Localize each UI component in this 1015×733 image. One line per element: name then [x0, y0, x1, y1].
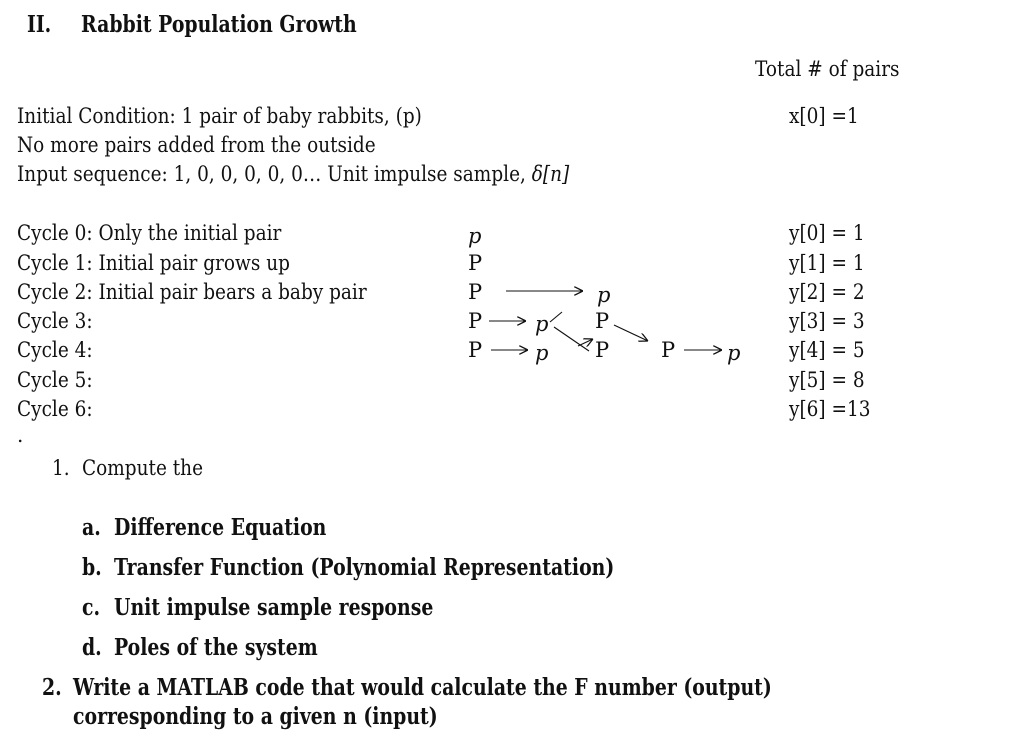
cycle-total: y[0] = 1 [789, 221, 865, 245]
arrow-diagonal [614, 325, 648, 341]
section-title: Rabbit Population Growth [81, 11, 357, 38]
delta-symbol: δ[n] [531, 162, 570, 186]
subquestion-letter: c. [82, 594, 101, 621]
arrow-diagonal [554, 327, 589, 351]
baby-pair: p [597, 283, 611, 307]
subquestion-text: Unit impulse sample response [114, 594, 434, 621]
cycle-total: y[2] = 2 [789, 280, 865, 304]
subquestion-letter: b. [82, 554, 102, 581]
cycle-label: Cycle 5: [17, 368, 93, 392]
adult-pair: P [468, 309, 483, 333]
question-1-text: Compute the [82, 456, 204, 480]
cycle-total: y[6] =13 [789, 397, 871, 421]
question-2-line-1: Write a MATLAB code that would calculate the F number (output) [73, 674, 772, 701]
baby-pair: p [727, 341, 741, 365]
cycle-total: y[1] = 1 [789, 251, 865, 275]
question-2-line-2: corresponding to a given n (input) [73, 703, 438, 730]
cycle-label: Cycle 2: Initial pair bears a baby pair [17, 280, 367, 304]
cycle-label: Cycle 6: [17, 397, 93, 421]
adult-pair: P [661, 338, 676, 362]
question-1-number: 1. [52, 456, 70, 480]
cycle-total: y[4] = 5 [789, 338, 865, 362]
subquestion-letter: d. [82, 634, 102, 661]
cycle-label: Cycle 4: [17, 338, 93, 362]
cycle-total: y[3] = 3 [789, 309, 865, 333]
cycle-total: y[5] = 8 [789, 368, 865, 392]
adult-pair: P [595, 309, 610, 333]
adult-pair: P [468, 251, 483, 275]
input-sequence-text: Input sequence: 1, 0, 0, 0, 0, 0… Unit impulse sample, [17, 162, 532, 186]
initial-condition: Initial Condition: 1 pair of baby rabbits, (p) [17, 104, 422, 128]
subquestion-text: Difference Equation [114, 514, 327, 541]
subquestion-letter: a. [82, 514, 101, 541]
baby-pair: p [468, 224, 482, 248]
subquestion-text: Poles of the system [114, 634, 318, 661]
no-more-pairs: No more pairs added from the outside [17, 133, 376, 157]
question-2-number: 2. [42, 674, 62, 701]
arrow-diagonal [550, 312, 562, 322]
arrow-diagonal [578, 339, 593, 346]
stray-dot: . [17, 423, 24, 447]
adult-pair: P [595, 338, 610, 362]
baby-pair: p [535, 312, 549, 336]
x0-value: x[0] =1 [789, 104, 859, 128]
total-pairs-header: Total # of pairs [755, 57, 900, 81]
section-number: II. [27, 11, 52, 38]
cycle-label: Cycle 0: Only the initial pair [17, 221, 282, 245]
adult-pair: P [468, 280, 483, 304]
baby-pair: p [535, 341, 549, 365]
cycle-label: Cycle 1: Initial pair grows up [17, 251, 290, 275]
cycle-label: Cycle 3: [17, 309, 93, 333]
adult-pair: P [468, 338, 483, 362]
subquestion-text: Transfer Function (Polynomial Representation) [114, 554, 615, 581]
